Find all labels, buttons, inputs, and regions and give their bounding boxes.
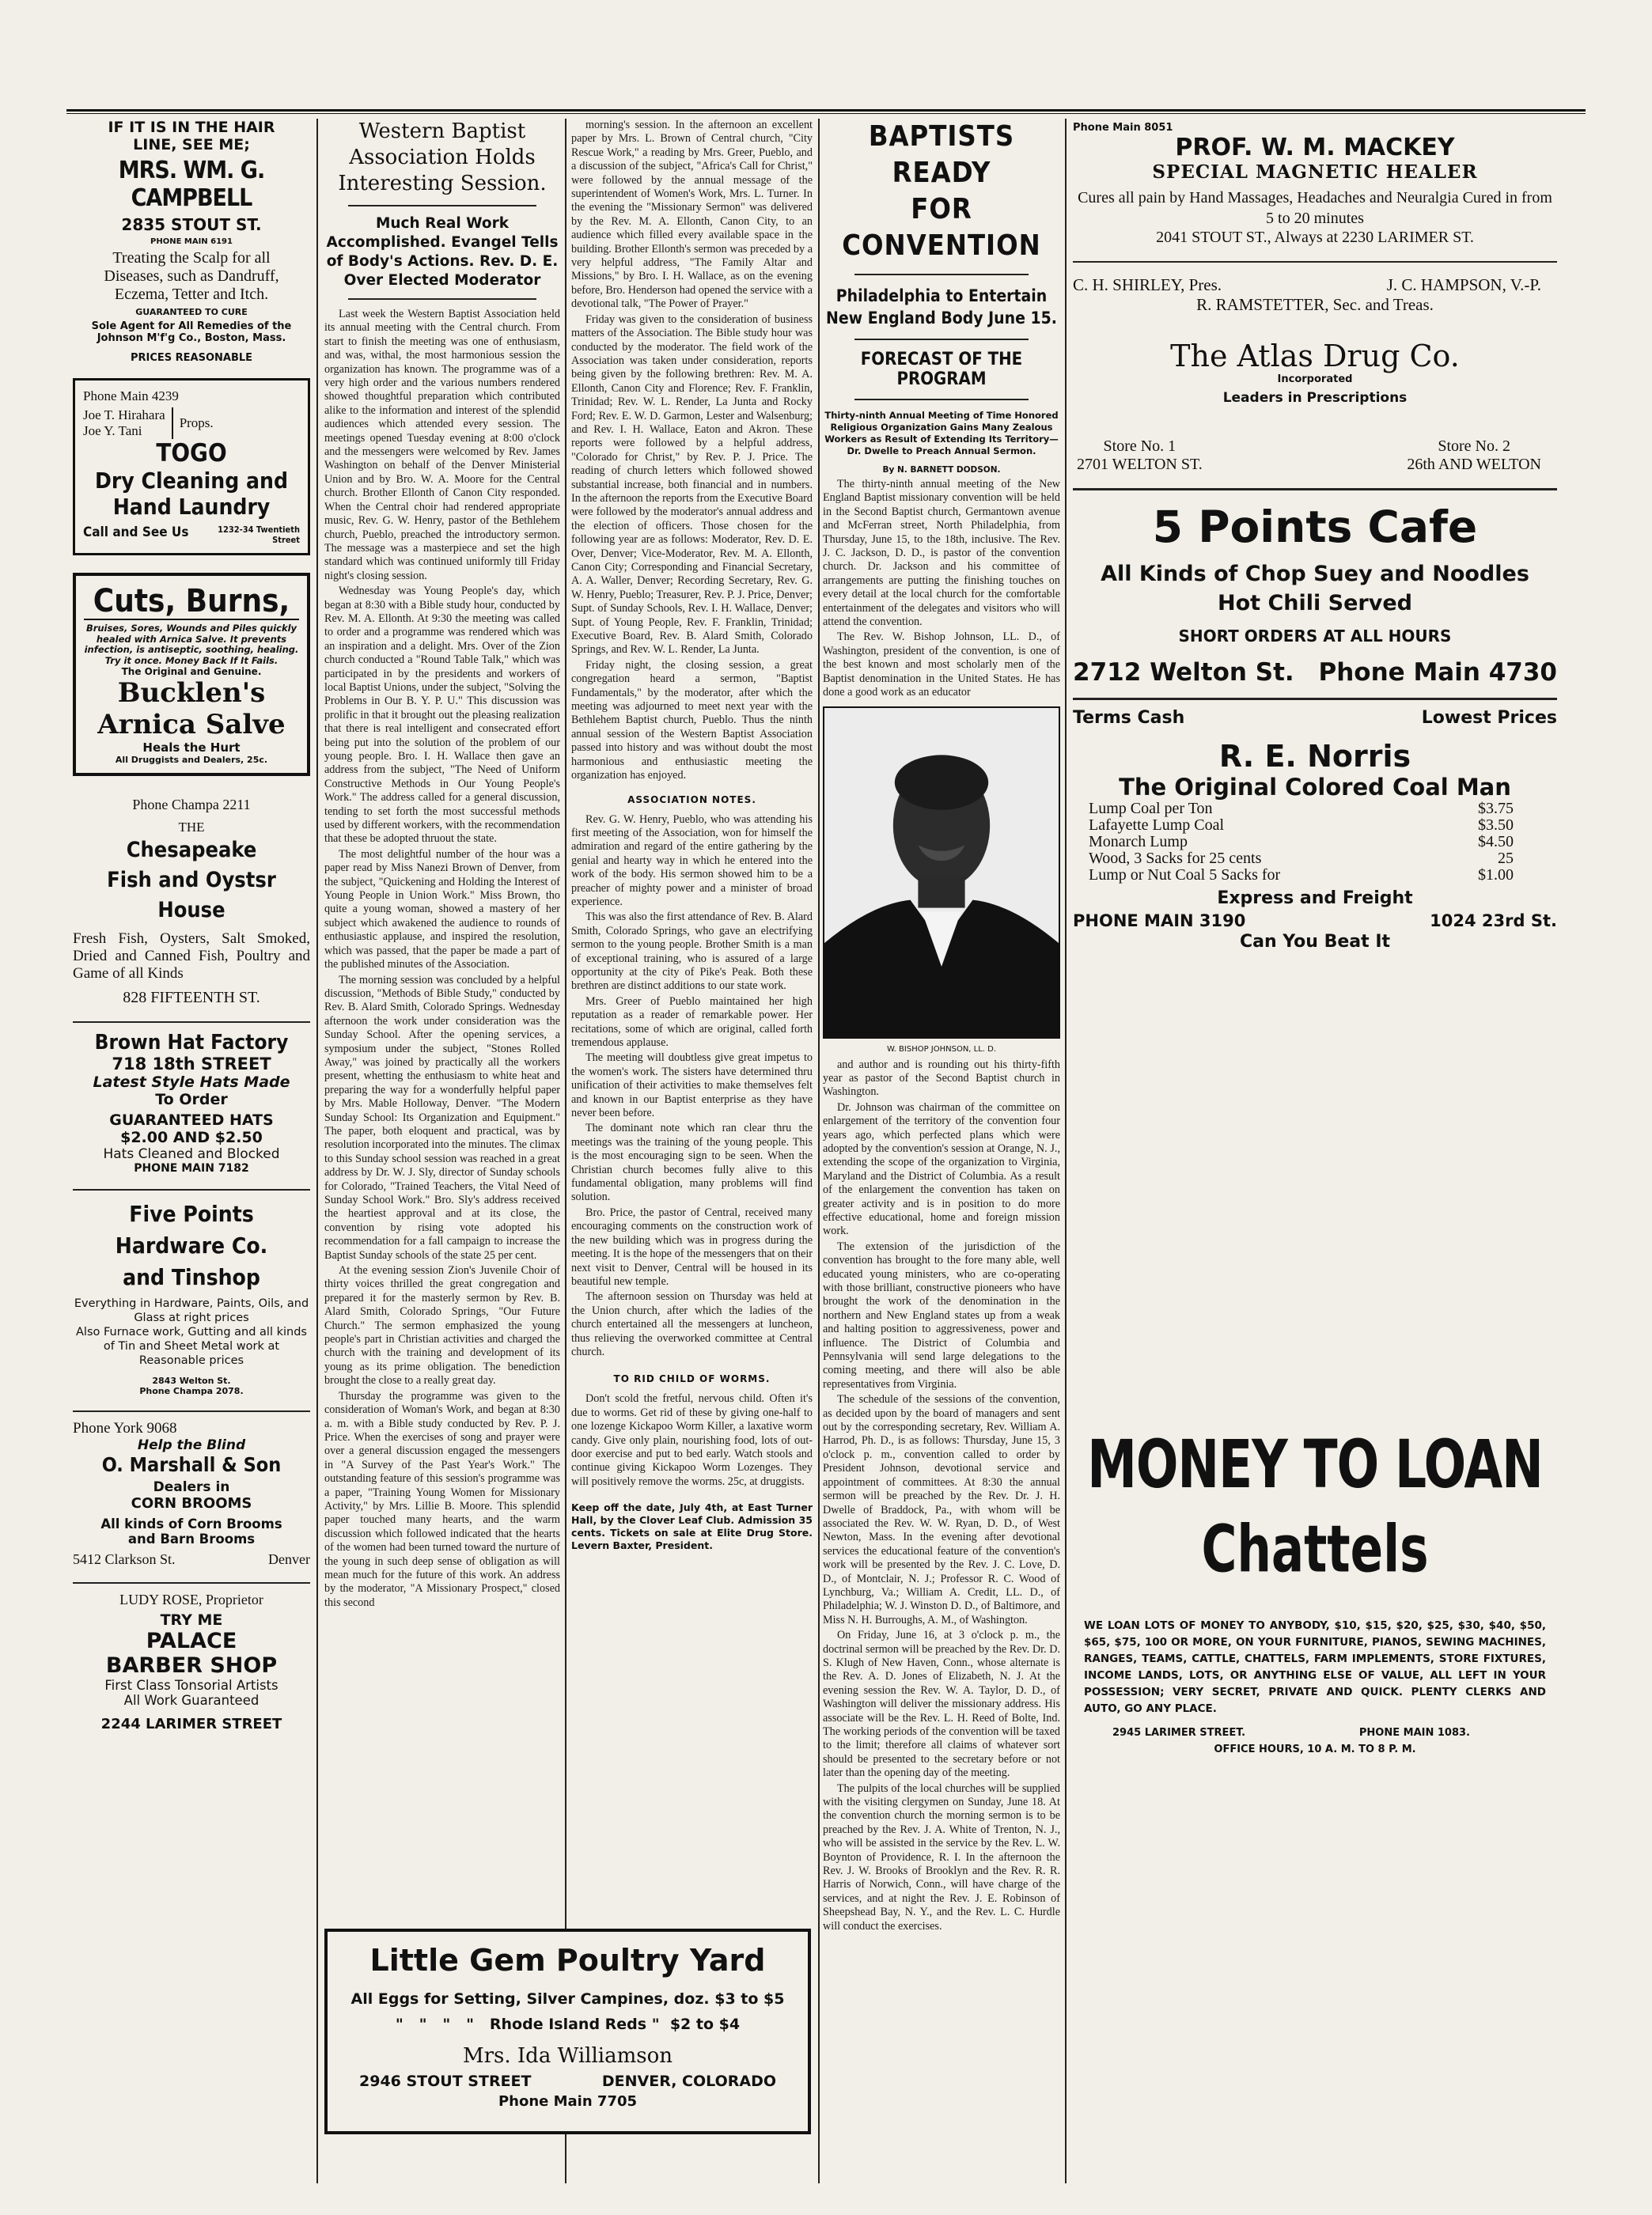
palace-text-1: First Class Tonsorial Artists [104,1678,278,1693]
ad-togo [73,378,310,555]
togo-address: 1232-34 Twentieth Street [218,524,300,545]
association-note-1: Rev. G. W. Henry, Pueblo, who was attending his first meeting of the Association, won for himself the admiration and regard of the entire gathering by the genial and hearty way in which he entered into the work of the body. His sermon showed him to be a preacher of mighty power and a minister of broad experience. [571,812,813,908]
togo-props [83,407,300,439]
palace-name-1: PALACE [146,1629,237,1653]
campbell-line2: LINE, SEE ME; [133,136,250,153]
marshall-all-1: All kinds of Corn Brooms [100,1516,282,1532]
article2-intro [823,478,1060,700]
mackey-phone: Phone Main 8051 [1073,122,1173,134]
hardware-name-1: Five Points [129,1201,254,1227]
article2-para-1: and author and is rounding out his thirty-fifth year as pastor of the Second Baptist church in Washington. [823,1058,1060,1099]
poultry-name: Mrs. Ida Williamson [462,2044,673,2068]
bucklen-name-1: Bucklen's [117,677,266,709]
campbell-line1: IF IT IS IN THE HAIR [108,119,275,136]
norris-item-price: $1.00 [1478,866,1514,884]
association-note-5: The dominant note which ran clear thru the meetings was the training of the young people. This is the most encouraging sign to be seen. When the Christian church becomes fully alive to this fundamental obligation, many problems will find solution. [571,1122,813,1204]
article1-continued-body [571,119,813,783]
divider [1073,261,1557,263]
article2-para-2: The Rev. W. Bishop Johnson, LL. D., of Washington, president of the convention, is one of the best known and most scholarly men of the Baptist denomination in the United States. He has done a good work as an educator [823,630,1060,699]
ad-little-gem-poultry [324,1929,811,2134]
atlas-store-1: Store No. 1 [1103,437,1176,455]
bucklen-heals: Heals the Hurt [142,740,241,755]
article1-para-3: The most delightful number of the hour was a paper read by Miss Nanezi Brown of Denver, from the subject, "Quickening and Holding the Interest of Young People in Union Work." Miss Brown, tho quite a young woman, showed a mastery of her subject which awakened the audience to rounds of enthusiastic applause, and inspired the resolution, which was passed, that the paper be made a part of the published minutes of the Association. [324,847,560,971]
atlas-stores [1073,437,1557,474]
bucklen-original: The Original and Genuine. [121,666,262,677]
atlas-name: The Atlas Drug Co. [1170,339,1460,373]
association-note-7: The afternoon session on Thursday was held at the Union church, after which the ladies of the church entertained all the messengers at luncheon, thus relieving the overworked committee at Central church. [571,1290,813,1358]
togo-prop-2: Joe Y. Tani [83,423,142,438]
marshall-all-2: and Barn Brooms [127,1532,256,1547]
article2-para-2: Dr. Johnson was chairman of the committee on enlargement of the territory of the convention four years ago, which perfected plans which were adopted by the convention's session at Orange, N. J., extending the scope of the organization to Virginia, Maryland and the District of Columbia. As a result of the enlargement the convention has taken on greater activity and is in position to do more effective educational, home and foreign mission work. [823,1100,1060,1238]
top-rule [66,109,1586,114]
chesapeake-name-2: Fish and Oystsr [107,868,276,892]
divider [73,1410,310,1412]
atlas-store-1-address: 2701 WELTON ST. [1077,456,1203,473]
divider [1073,488,1557,490]
palace-proprietor: LUDY ROSE, Proprietor [119,1592,263,1607]
brownhat-clean: Hats Cleaned and Blocked [103,1146,280,1162]
divider [348,298,536,300]
article2-headline-2: FOR CONVENTION [842,193,1041,262]
divider [1073,698,1557,700]
norris-express: Express and Freight [1217,888,1413,908]
togo-line1: Dry Cleaning and [95,468,288,494]
ad-mackey [1073,119,1557,253]
togo-footer [83,524,300,545]
ad-brown-hat [73,1031,310,1175]
divider [73,1582,310,1584]
association-notes-heading: ASSOCIATION NOTES. [627,793,756,805]
article1-para-5: At the evening session Zion's Juvenile Choir of thirty voices thrilled the great congregation and prepared it for the masterly sermon by Rev. B. Alard Smith, Colorado Springs, "Our Future Church." The sermon emphasized the young people's part in Christian activities and charged the church with the training and development of its young as its prime obligation. The benediction brought the close to a really great day. [324,1264,560,1388]
togo-props-label: Props. [179,415,214,430]
article1-para-4: The morning session was concluded by a helpful discussion, "Methods of Bible Study," conducted by Rev. B. Alard Smith, Colorado Springs. Wednesday afternoon the work under consideration was the Sunday School. After the opening services, a symposium under the subject, "Stones Rolled Away," was joined by practically all the workers present, whetting the enthusiasm to white heat and preparing the way for a wonderfully helpful paper by Mrs. Mable Holloway, Denver. "The Modern Sunday School: Its Organization and Equipment." The paper, both eloquent and practical, was by resolution incorporated into the minutes. The climax to this Sunday school session was reached in a great address by Dr. W. J. Sly, director of Sunday schools for Colorado, "Trained Teachers, the Vital Need of Sunday School Work." Bro. Sly's address received the heartiest approval and at its close, the convention by rising vote adopted his recommendation for a fall campaign to increase the Baptist Sunday schools of the state 25 per cent. [324,973,560,1262]
divider [348,205,536,206]
norris-beat: Can You Beat It [1239,932,1391,952]
marshall-brooms: CORN BROOMS [131,1495,252,1512]
campbell-text [73,249,310,304]
norris-price-row [1089,801,1514,817]
atlas-vice-president: J. C. HAMPSON, V.-P. [1386,275,1541,294]
norris-phone: PHONE MAIN 3190 [1073,911,1246,930]
norris-price-list [1073,801,1557,884]
ad-marshall [73,1420,310,1568]
ad-campbell [73,119,310,364]
loan-address: 2945 LARIMER STREET. [1112,1727,1246,1739]
brownhat-line1: Latest Style Hats Made [93,1073,290,1091]
norris-item: Wood, 3 Sacks for 25 cents [1089,850,1262,867]
ad-norris-coal [1073,708,1557,956]
column-article-western-baptist [324,119,560,1611]
togo-name: TOGO [156,439,227,468]
brownhat-name: Brown Hat Factory [94,1031,289,1054]
ad-money-to-loan [1073,1425,1557,1755]
poultry-address-row [335,2068,800,2090]
chesapeake-text: Fresh Fish, Oysters, Salt Smoked, Dried and Canned Fish, Poultry and Game of all Kinds [73,930,310,982]
chesapeake-phone: Phone Champa 2211 [132,797,251,812]
atlas-incorporated: Incorporated [1277,373,1353,385]
article1-para-6: Thursday the programme was given to the consideration of Woman's Work, and began at 8:30 a. m. with a Bible study conducted by Rev. P. J. Price. When the exercises of song and prayer were over a general discussion engaged the messengers in "A Survey of the Past Year's Work." The outstanding feature of this session's programme was a paper, "Training Young Women for Missionary Activity," by Mrs. Lillie B. Moore. This splendid paper touched many hearts, and the warm discussion which followed indicated that the hearts of the women had been turned toward the nurture of the young in such deep sense of obligation as will mean much for the future of this work. An address by the moderator, "A Missionary Prospect," closed this second [324,1389,560,1609]
atlas-secretary: R. RAMSTETTER, Sec. and Treas. [1196,295,1434,314]
togo-call: Call and See Us [83,524,189,540]
norris-terms-row [1073,708,1557,728]
togo-phone: Phone Main 4239 [83,388,179,403]
palace-text-2: All Work Guaranteed [123,1693,260,1708]
article2-para-6: The pulpits of the local churches will be supplied with the visiting clergymen on Sunday, June 18. At the convention church the morning sermon is to be preached by the Rev. J. A. White of Trenton, N. J., who will be assisted in the service by the Rev. L. W. Boynton of Providence, R. I. In the afternoon the Rev. J. W. Brooks of Brooklyn and the Rev. R. R. Harris of Norwich, Conn., will have charge of the services, and at night the Rev. J. E. Robinson of Sheepshead Bay, N. Y., and the Rev. L. C. Hurdle will conduct the exercises. [823,1781,1060,1933]
atlas-officers [1073,275,1557,295]
brownhat-price: $2.00 AND $2.50 [120,1129,263,1146]
brownhat-line2: To Order [155,1091,228,1108]
ad-atlas-drug [1073,271,1557,480]
atlas-president: C. H. SHIRLEY, Pres. [1073,275,1222,294]
atlas-store-2: Store No. 2 [1438,437,1511,455]
loan-text: WE LOAN LOTS OF MONEY TO ANYBODY, $10, $15, $20, $25, $30, $40, $50, $65, $75, 100 OR MORE, ON YOUR FURNITURE, PIANOS, SEWING MACHINES, RANGES, TEAMS, CATTLE, CHATTELS, FARM IMPLEMENTS, STORE FIXTURES, INCOME LANDS, LOTS, OR ANYTHING ELSE OF VALUE, ALL LEFT IN YOUR POSSESSION; VERY SECRET, PRIVATE AND QUICK. PLENTY CLERKS AND AUTO, GO ANY PLACE. [1084,1619,1546,1715]
hardware-name-2: Hardware Co. [115,1232,268,1259]
clover-leaf-notice: Keep off the date, July 4th, at East Turner Hall, by the Clover Leaf Club. Admission 35 cents. Tickets on sale at Elite Drug Store. Levern Baxter, President. [571,1501,813,1552]
marshall-phone: Phone York 9068 [73,1420,177,1437]
norris-price-row [1089,834,1514,850]
loan-hours: OFFICE HOURS, 10 A. M. TO 8 P. M. [1214,1744,1416,1755]
marshall-help: Help the Blind [137,1437,246,1453]
campbell-text-2: Diseases, such as Dandruff, [104,267,279,285]
divider [73,1189,310,1191]
cafe-contact [1073,658,1557,687]
marshall-address: 5412 Clarkson St. [73,1551,176,1567]
worms-text: Don't scold the fretful, nervous child. Often it's due to worms. Get rid of these by giving one-half to one lozenge Kickapoo Worm Killer, a laxative worm candy. Give only plain, nourishing food, lots of out-door exercise and put to bed early. Watch stools and continue giving Kickapoo Worm Lozenges. They will positively remove the worms. 25c, at druggists. [571,1392,813,1488]
cafe-phone: Phone Main 4730 [1318,658,1557,687]
bucklen-name-2: Arnica Salve [97,709,286,740]
poultry-city: DENVER, COLORADO [601,2073,776,2090]
campbell-text-1: Treating the Scalp for all [112,249,271,267]
norris-item: Lump or Nut Coal 5 Sacks for [1089,866,1281,884]
article2-para-1: The thirty-ninth annual meeting of the New England Baptist missionary convention will be held in the Second Baptist church, Germantown avenue and McFerran street, North Philadelphia, from Thursday, June 15, to the 18th, inclusive. The Rev. J. C. Jackson, D. D., is pastor of the convention church. Dr. Jackson and his committee of arrangements are putting the finishing touches on every detail at the local church for the comfortable entertainment of the delegates and visitors who will attend the convention. [823,478,1060,629]
brownhat-guarantee: GUARANTEED HATS [109,1111,274,1129]
norris-price-row [1089,817,1514,834]
article2-subhead: Philadelphia to Entertain New England Body June 15. [826,286,1057,328]
article2-headline-1: BAPTISTS READY [868,120,1015,189]
marshall-name: O. Marshall & Son [101,1453,282,1476]
campbell-prices: PRICES REASONABLE [130,352,253,364]
article1-title: Western Baptist Association Holds Interesting Session. [338,119,547,195]
chesapeake-name-3: House [157,898,225,922]
association-note-2: This was also the first attendance of Rev. B. Alard Smith, Colorado Springs, who gave an electrifying sermon to the young people. Brother Smith is a man of exceptional training, who is assured of a large opportunity at the city of Pike's Peak. Both these brethren are distinct additions to our state work. [571,911,813,993]
bucklen-text: Bruises, Sores, Wounds and Piles quickly healed with Arnica Salve. It prevents infection, is antiseptic, soothing, healing. Try it once. Money Back If It Fails. [84,623,299,666]
article1-cont-para-1: morning's session. In the afternoon an excellent paper by Mrs. L. Brown of Central church, "City Rescue Work," a reading by Mrs. Greer, Pueblo, and a discussion of the subject, "Africa's Call for Christ," were followed by the annual message of the superintendent of Women's Work, Mrs. L. Turner. In the evening the "Missionary Sermon" was delivered by the Rev. M. A. Ellonth, Canon City, to an audience which filled every available space in the building. Brother Ellonth's sermon was preceded by a very helpful address, "The Family Altar and Missions," by Bro. I. H. Wallace, as on the evening before, Bro. Henderson had opened the service with a devotional talk, "The Power of Prayer." [571,119,813,311]
norris-address: 1024 23rd St. [1430,911,1557,930]
norris-title: The Original Colored Coal Man [1119,774,1511,801]
article1-para-2: Wednesday was Young People's day, which began at 8:30 with a Bible study hour, conducted by Rev. M. A. Ellonth. At 9:30 the meeting was called to order and a programme was rendered which was an inspiration and a delight. Mrs. Over of the Zion church conducted a "Round Table Talk," which was participated in by the presidents and workers of local Baptist Unions, under the subject, "Solving the Problems in Our B. Y. P. U." This discussion was prolific in that it brought out the pleasing realization that there is real intelligent and consecrated effort being put into the solution of the problem of our young people. Bro. I. H. Wallace then gave an address from the subject, "The Need of Uniform Constructive Methods in Our Young People's Work." The address called for a general discussion, tending to set forth the most successful methods used by different workers, with the recommendation that these be adopted thruout the state. [324,585,560,846]
bucklen-headline: Cuts, Burns, [84,584,299,620]
norris-price-row [1089,867,1514,884]
norris-terms: Terms Cash [1073,708,1185,728]
loan-phone: PHONE MAIN 1083. [1358,1727,1470,1739]
campbell-phone: PHONE MAIN 6191 [150,237,233,246]
article2-byline: By N. BARNETT DODSON. [882,465,1001,475]
article2-forecast: FORECAST OF THE PROGRAM [860,350,1023,389]
poultry-phone: Phone Main 7705 [498,2093,638,2110]
norris-name: R. E. Norris [1218,739,1411,774]
norris-contact [1073,911,1557,930]
association-note-3: Mrs. Greer of Pueblo maintained her high reputation as a reader of remarkable power. Her recitations, some of which are original, called forth tremendous applause. [571,994,813,1049]
mackey-title: SPECIAL MAGNETIC HEALER [1152,161,1478,183]
norris-prices: Lowest Prices [1421,708,1557,728]
article2-body [823,1058,1060,1934]
worms-heading: TO RID CHILD OF WORMS. [613,1373,771,1385]
column-divider [1065,119,1067,2183]
column-divider [818,119,820,2183]
marshall-footer [73,1551,310,1568]
norris-item: Lafayette Lump Coal [1089,816,1225,834]
association-note-6: Bro. Price, the pastor of Central, received many encouraging comments on the construction work of the new building which was in progress during the meeting. It is the hope of the messengers that on their next visit to Denver, Central will be housed in its beautiful new temple. [571,1206,813,1288]
norris-item-price: $3.50 [1478,816,1514,834]
hardware-address: 2843 Welton St. [152,1376,231,1386]
article1-subhead: Much Real Work Accomplished. Evangel Tells of Body's Actions. Rev. D. E. Over Elected Moderator [326,215,559,289]
palace-name-2: BARBER SHOP [105,1653,278,1678]
marshall-dealers: Dealers in [153,1479,230,1495]
article2-deck: Thirty-ninth Annual Meeting of Time Honored Religious Organization Gains Many Zealous Workers as Result of Extending Its Territory—Dr. Dwelle to Preach Annual Sermon. [824,410,1059,456]
portrait-photo [823,706,1060,1039]
mackey-address: 2041 STOUT ST., Always at 2230 LARIMER ST. [1156,229,1474,246]
atlas-leaders: Leaders in Prescriptions [1222,390,1408,406]
atlas-store-2-address: 26th AND WELTON [1407,456,1541,473]
column-article-baptists-ready [823,119,1060,1935]
column-article-continued [571,119,813,1552]
hardware-text-2: Also Furnace work, Gutting and all kinds of Tin and Sheet Metal work at Reasonable prices [76,1326,307,1367]
divider [854,339,1029,340]
divider [854,274,1029,275]
poultry-line2: " " " " Rhode Island Reds " $2 to $4 [395,2016,741,2033]
campbell-name: MRS. WM. G. CAMPBELL [118,157,265,212]
association-notes-body [571,813,813,1360]
ad-chesapeake [73,797,310,1007]
column-ads-left [73,119,310,1747]
divider [854,399,1029,400]
norris-price-row [1089,850,1514,867]
brownhat-phone: PHONE MAIN 7182 [134,1162,249,1175]
column-divider [316,119,318,2183]
norris-item-price: $3.75 [1478,800,1514,817]
column-divider [565,119,566,2183]
article1-body [324,308,560,1610]
hardware-text-1: Everything in Hardware, Paints, Oils, and Glass at right prices [74,1297,309,1324]
marshall-city: Denver [268,1551,310,1567]
article2-para-4: The schedule of the sessions of the convention, as decided upon by the board of managers and sent out by the corresponding secretary, Rev. William A. Harrod, Ph. D., is as follows: Thursday, June 15, 3 o'clock p. m., convention called to order by President Johnson, devotional service and appointment of committees. At 8:30 the annual sermon will be preached by the Rev. Dr. J. H. Dwelle of Braddock, Pa., with whom will be associated the Rev. W. W. Ryan, D. D., of West Newton, Mass. In the evening after devotional services the educational feature of the convention's work will be presented by the Rev. J. C. Love, D. D., of Montclair, N. J.; Professor R. C. Wood of Lynchburg, Va.; William A. Credit, LL. D., of Philadelphia; W. J. Winston D. D., of Baltimore, and Miss N. H. Burroughs, A. M., of Washington. [823,1393,1060,1626]
chesapeake-the: THE [178,820,205,835]
campbell-address: 2835 STOUT ST. [121,215,262,234]
mackey-text: Cures all pain by Hand Massages, Headaches and Neuralgia Cured in from 5 to 20 minutes [1078,189,1552,227]
ad-bucklen [73,573,310,776]
cafe-line1: All Kinds of Chop Suey and Noodles [1101,562,1529,586]
cafe-line2: Hot Chili Served [1218,591,1412,615]
palace-try: TRY ME [160,1611,223,1629]
togo-line2: Hand Laundry [112,494,271,520]
palace-address: 2244 LARIMER STREET [100,1716,282,1732]
campbell-text-3: Eczema, Tetter and Itch. [114,286,269,303]
cafe-address: 2712 Welton St. [1073,658,1294,687]
portrait-caption: W. BISHOP JOHNSON, LL. D. [886,1044,997,1054]
chesapeake-name-1: Chesapeake [126,838,257,862]
hardware-phone: Phone Champa 2078. [139,1386,244,1396]
loan-contact [1073,1727,1557,1739]
worms-body [571,1392,813,1489]
ad-five-points-cafe [1073,498,1557,690]
poultry-address: 2946 STOUT STREET [359,2073,532,2090]
norris-item: Monarch Lump [1089,833,1188,850]
poultry-title: Little Gem Poultry Yard [369,1943,766,1978]
mackey-name: PROF. W. M. MACKEY [1175,134,1455,161]
ad-palace-barber [73,1592,310,1732]
hardware-name-3: and Tinshop [123,1264,260,1290]
article2-para-5: On Friday, June 16, at 3 o'clock p. m., the doctrinal sermon will be preached by the Rev. Dr. D. S. Klugh of New Haven, Conn., whose alternate is the Rev. A. D. Jones of Elizabeth, N. J. At the evening session the Rev. W. A. Taylor, D. D., of Washington will deliver the missionary address. His associate will be the Rev. L. H. Reed of Bolte, Ind. The working periods of the convention will be taxed to the limit; therefore all claims of whatever sort should be presented to the secretary before or not later than the opening day of the meeting. [823,1629,1060,1780]
divider [73,1021,310,1023]
article1-para-1: Last week the Western Baptist Association held its annual meeting with the Central church. From start to finish the meeting was one of enthusiasm, and was, withal, the most harmonious session the organization has known. The programme was of a very high order and the various numbers rendered showed thoughtful preparation which contributed alike to the information and interest of the splendid audiences which attended every session. The meetings opened Tuesday evening at 8:00 o'clock and the messengers were welcomed by Rev. James Washington on behalf of the Denver Ministerial Union and by Bro. W. A. Moore for the Central church. Brother Ellonth of Canon City responded. When the Central choir had rendered appropriate music, Rev. G. W. Henry, pastor of the Bethlehem church, Pueblo, preached the introductory sermon. The message was a masterpiece and set the high standard which was continued uniformly till Friday night's closing session. [324,308,560,582]
bucklen-druggists: All Druggists and Dealers, 25c. [115,755,268,765]
norris-item-price: $4.50 [1478,833,1514,850]
loan-chattels: Chattels [1201,1513,1429,1588]
chesapeake-address: 828 FIFTEENTH ST. [123,989,260,1006]
poultry-line1: All Eggs for Setting, Silver Campines, doz. $3 to $5 [350,1990,785,2008]
cafe-name: 5 Points Cafe [1152,502,1478,552]
brownhat-address: 718 18th STREET [112,1054,271,1073]
togo-prop-1: Joe T. Hirahara [83,407,165,422]
norris-item: Lump Coal per Ton [1089,800,1213,817]
loan-headline: MONEY TO LOAN [1087,1425,1543,1504]
association-note-4: The meeting will doubtless give great impetus to the women's work. The sisters have determined thru unification of their activities to make themselves felt and known in our Baptist enterprise as they have never been before. [571,1051,813,1120]
norris-item-price: 25 [1498,850,1514,867]
cafe-line3: SHORT ORDERS AT ALL HOURS [1178,627,1452,646]
portrait-image [824,708,1059,1037]
column-ads-right [1073,119,1557,1755]
campbell-agent: Sole Agent for All Remedies of the Johnson M'f'g Co., Boston, Mass. [91,320,292,344]
article2-para-3: The extension of the jurisdiction of the convention has brought to the fore many able, well educated young ministers, who are co-operating with those brilliant, constructive pioneers who have brought the work of the denomination in the northern and New England states up from a weak and halting position to aggressiveness, power and influence. The District of Columbia and Pennsylvania will send large delegations to the coming meeting, and there will also be able representatives from Virginia. [823,1240,1060,1391]
article1-cont-para-3: Friday night, the closing session, a great congregation heard a sermon, "Baptist Fundamentals," by the moderator, after which the meeting was adjourned to meet next year with the Bethlehem Baptist church, Pueblo. Thus the ninth annual session of the Western Baptist Association passed into history and was without doubt the most harmonious and enthusiastic meeting the organization has enjoyed. [571,658,813,782]
campbell-guarantee: GUARANTEED TO CURE [135,307,248,317]
article1-cont-para-2: Friday was given to the consideration of business matters of the Association. The Bible study hour was conducted by the moderator. The field work of the Association was taken under consideration, reports being given by the following brethren: Rev. M. A. Ellonth, Canon City and Florence; Rev. F. Franklin, Trinidad; Rev. W. L. Render, La Junta and Rocky Ford; Rev. E. W. D. Garmon, Lester and Walsenburg; and Rev. I. H. Wallace, Eaton and Akron. These reports were followed by a helpful address, "Colorado for Christ," by Rev. P. J. Price. The reading of church letters which followed showed substantial increase, both financial and in numbers. In the afternoon the reports from the Executive Board were followed by the moderator's annual address and the election of officers. Those chosen for the following year are as follows: Moderator, Rev. D. E. Over, Denver; Vice-Moderator, Rev. M. A. Ellonth, Canon City; Corresponding and Financial Secretary, A. A. Waller, Denver; Recording Secretary, Rev. G. W. Henry, Pueblo; Treasurer, Rev. P. J. Price, Denver; Supt. of Sunday Schools, Rev. I. H. Wallace, Denver; Supt. of Young People, Rev. F. Franklin, Trinidad; Executive Board, Rev. B. Alard Smith, Colorado Springs, and Rev. W. L. Render, La Junta. [571,312,813,657]
ad-five-points-hardware [73,1198,310,1396]
